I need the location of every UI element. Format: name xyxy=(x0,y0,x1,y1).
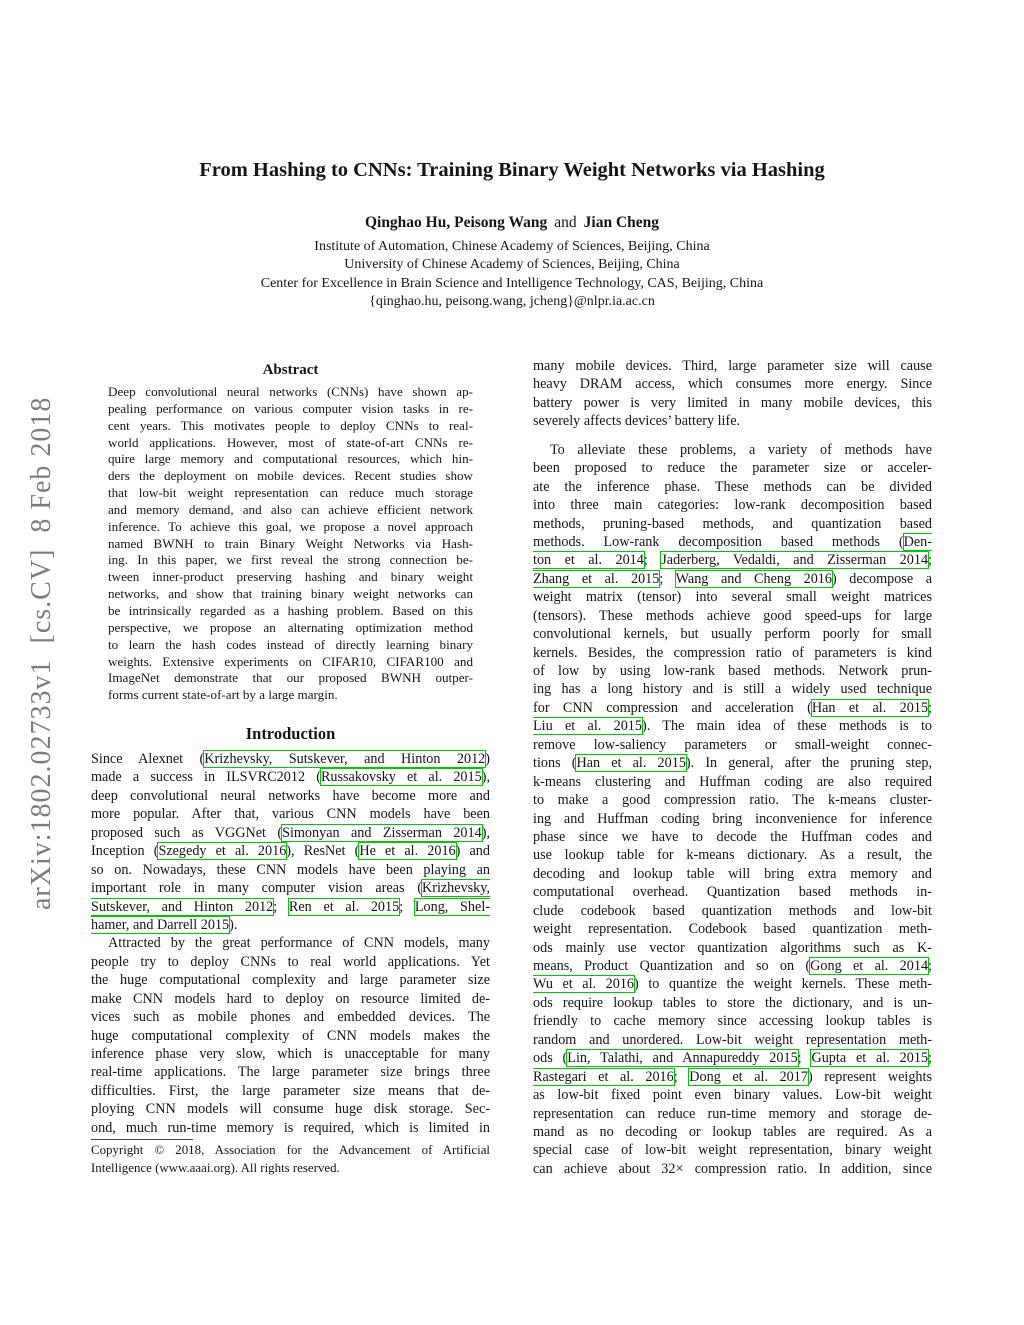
text-line: made a success in ILSVRC2012 (Russakovsky et al. 2015), xyxy=(91,769,490,786)
text-line: ing. In this paper, we first reveal the strong connection be- xyxy=(108,552,473,568)
text-line: use lookup table for k-means dictionary. As a result, the xyxy=(533,847,932,864)
citation-link[interactable]: Wu et al. 2016 xyxy=(533,976,635,993)
footnote-rule xyxy=(91,1139,193,1140)
text-line: Zhang et al. 2015; Wang and Cheng 2016) decompose a xyxy=(533,570,932,587)
citation-link[interactable]: ton et al. 2014 xyxy=(533,552,644,569)
text-line: Attracted by the great performance of CNN models, many xyxy=(108,935,490,952)
text-line: mand as no decoding or lookup tables are required. As a xyxy=(533,1123,932,1140)
text-line: battery power is very limited in many mobile devices, this xyxy=(533,394,932,411)
citation-link[interactable]: Krizhevsky, Sutskever, and Hinton 2012 xyxy=(204,751,486,768)
citation-link[interactable]: Russakovsky et al. 2015 xyxy=(320,769,482,786)
text-line: make CNN models hard to deploy on resource limited de- xyxy=(91,990,490,1007)
text-line: real-time applications. The large parameter size brings three xyxy=(91,1064,490,1081)
text-line: To alleviate these problems, a variety of methods have xyxy=(550,441,932,458)
citation-link[interactable]: Wang and Cheng 2016 xyxy=(675,570,832,587)
arxiv-watermark: arXiv:1802.02733v1 [cs.CV] 8 Feb 2018 xyxy=(26,396,57,910)
text-line: clude codebook based quantization methods and low-bit xyxy=(533,902,932,919)
text-line: kernels. Besides, the compression ratio of parameters is kind xyxy=(533,644,932,661)
text-line: Liu et al. 2015). The main idea of these methods is to xyxy=(533,718,932,735)
text-line: phase since we have to decode the Huffman codes and xyxy=(533,828,932,845)
text-line: tions (Han et al. 2015). In general, after the pruning step, xyxy=(533,755,932,772)
affiliation-line: University of Chinese Academy of Sciences, Beijing, China xyxy=(344,257,680,273)
text-line: as low-bit fixed point even binary values. Low-bit weight xyxy=(533,1087,932,1104)
text-line: be intrinsically regarded as a hashing problem. Based on this xyxy=(108,602,473,618)
right-column xyxy=(533,357,932,1178)
author-list xyxy=(0,213,1024,233)
text-line: for CNN compression and acceleration (Han et al. 2015; xyxy=(533,699,932,716)
affiliation-line: Institute of Automation, Chinese Academy of Sciences, Beijing, China xyxy=(314,239,710,254)
text-line: named BWNH to train Binary Weight Networks via Hash- xyxy=(108,535,473,551)
text-line: inference phase very slow, which is unacceptable for many xyxy=(91,1046,490,1063)
text-line: ods mainly use vector quantization algorithms such as K- xyxy=(533,939,932,956)
citation-link[interactable]: Szegedy et al. 2016 xyxy=(158,843,287,860)
author-connector: and xyxy=(554,214,577,231)
paragraph xyxy=(533,357,932,431)
text-line: people try to deploy CNNs to real world applications. Yet xyxy=(91,953,490,970)
text-line: cent years. This motivates people to deploy CNNs to real- xyxy=(108,417,473,433)
text-line: more popular. After that, various CNN models have been xyxy=(91,806,490,823)
text-line: severely affects devices’ battery life. xyxy=(533,413,741,430)
text-line: heavy DRAM access, which consumes more energy. Since xyxy=(533,376,932,393)
text-line: ImageNet demonstrate that our proposed BWNH outper- xyxy=(108,670,473,686)
citation-link[interactable]: hamer, and Darrell 2015 xyxy=(91,916,230,933)
text-line: convolutional kernels, but usually perform poorly for small xyxy=(533,626,932,643)
text-line: computational overhead. Quantization based methods in- xyxy=(533,884,932,901)
copyright-footnote xyxy=(91,1139,490,1177)
section-heading: Abstract xyxy=(262,362,319,378)
citation-link[interactable]: Liu et al. 2015 xyxy=(533,718,642,735)
text-line: weight representation. Codebook based quantization meth- xyxy=(533,921,932,938)
text-line: decoding and lookup table will bring extra memory and xyxy=(533,865,932,882)
text-line: vices such as mobile phones and embedded devices. The xyxy=(91,1009,490,1026)
citation-link[interactable]: Den- xyxy=(903,533,932,550)
paragraph xyxy=(108,384,473,704)
text-line: ploying CNN models will consume huge disk storage. Sec- xyxy=(91,1101,490,1118)
text-line: ing has a long history and is still a widely used technique xyxy=(533,681,932,698)
author-group-1: Qinghao Hu, Peisong Wang xyxy=(364,214,548,231)
text-line: of low by using low-rank based methods. Network prun- xyxy=(533,663,932,679)
text-line: the huge computational complexity and large parameter size xyxy=(91,972,490,989)
left-column xyxy=(91,357,490,1137)
section-heading: Introduction xyxy=(245,724,336,744)
text-line: random and unordered. Low-bit weight representation meth- xyxy=(533,1031,932,1048)
text-line: and memory demand, and also can achieve efficient network xyxy=(108,501,473,517)
author-emails: {qinghao.hu, peisong.wang, jcheng}@nlpr.ia.ac.cn xyxy=(369,293,655,309)
text-line: difficulties. First, the large parameter size means that de- xyxy=(91,1082,490,1099)
text-line: perspective, we propose an alternating optimization method xyxy=(108,619,473,635)
text-line: ate the inference phase. These methods can be divided xyxy=(533,478,932,495)
text-line: ing and Huffman coding bring inconvenience for inference xyxy=(533,810,932,827)
text-line: been proposed to reduce the parameter size or acceler- xyxy=(533,460,932,477)
text-line: ond, much run-time memory is required, which is limited in xyxy=(91,1119,490,1136)
text-line: networks, and show that training binary weight networks can xyxy=(108,586,473,602)
text-line: deep convolutional neural networks have become more and xyxy=(91,787,490,804)
affiliation-line: Center for Excellence in Brain Science and Intelligence Technology, CAS, Beijing, China xyxy=(260,275,764,291)
text-line: inference. To achieve this goal, we propose a novel approach xyxy=(108,518,473,534)
citation-link[interactable]: Jaderberg, Vedaldi, and Zisserman 2014 xyxy=(661,552,929,569)
text-line: Rastegari et al. 2016; Dong et al. 2017) represent weights xyxy=(533,1068,932,1085)
text-line: huge computational complexity of CNN models makes the xyxy=(91,1027,490,1044)
paragraph xyxy=(533,441,932,1179)
text-line: proposed such as VGGNet (Simonyan and Zisserman 2014), xyxy=(91,824,490,841)
text-line: k-means clustering and Huffman coding are also required xyxy=(533,773,932,790)
text-line: friendly to cache memory since accessing lookup tables is xyxy=(533,1013,932,1030)
citation-link[interactable]: He et al. 2016 xyxy=(359,843,456,860)
citation-link[interactable]: Ren et al. 2015 xyxy=(288,898,400,915)
text-line: forms current state-of-art by a large margin. xyxy=(108,687,338,703)
citation-link[interactable]: Sutskever, and Hinton 2012 xyxy=(91,898,274,915)
text-line: Inception (Szegedy et al. 2016), ResNet (He et al. 2016) and xyxy=(91,843,490,860)
text-line: pealing performance on various computer vision tasks in re- xyxy=(108,400,473,416)
citation-link[interactable]: Long, Shel- xyxy=(414,898,490,915)
text-line: Since Alexnet (Krizhevsky, Sutskever, and Hinton 2012) xyxy=(91,751,490,768)
text-line: methods. Low-rank decomposition based methods (Den- xyxy=(533,533,932,550)
text-line: quire large memory and computational resources, which hin- xyxy=(108,451,473,467)
text-line: ods require lookup tables to store the dictionary, and is un- xyxy=(533,994,932,1011)
citation-link[interactable]: Dong et al. 2017 xyxy=(689,1068,808,1085)
text-line: remove low-saliency parameters or small-weight connec- xyxy=(533,736,932,753)
text-line: methods, pruning-based methods, and quantization based xyxy=(533,515,932,532)
citation-link[interactable]: Han et al. 2015 xyxy=(576,755,686,772)
citation-link[interactable]: Lin, Talathi, and Annapureddy 2015 xyxy=(567,1050,798,1067)
text-line: (tensors). These methods achieve good speed-ups for large xyxy=(533,607,932,624)
footnote-line: Intelligence (www.aaai.org). All rights reserved. xyxy=(91,1160,340,1175)
paragraph xyxy=(91,934,490,1137)
text-line: so on. Nowadays, these CNN models have been playing an xyxy=(91,861,490,878)
text-line: Sutskever, and Hinton 2012; Ren et al. 2015; Long, Shel- xyxy=(91,898,490,915)
footnote-line: Copyright © 2018, Association for the Advancement of Artificial xyxy=(91,1143,490,1157)
text-line: ods (Lin, Talathi, and Annapureddy 2015; Gupta et al. 2015; xyxy=(533,1050,932,1067)
citation-link[interactable]: Rastegari et al. 2016 xyxy=(533,1068,674,1085)
affiliation-block xyxy=(0,238,1024,311)
text-line: can achieve about 32× compression ratio. In addition, since xyxy=(533,1160,932,1177)
paragraph xyxy=(91,750,490,934)
text-line: means, Product Quantization and so on (Gong et al. 2014; xyxy=(533,958,932,974)
citation-link[interactable]: Han et al. 2015 xyxy=(811,699,929,716)
text-line: to make a good compression ratio. The k-means cluster- xyxy=(533,792,932,809)
text-line: Deep convolutional neural networks (CNNs) have shown ap- xyxy=(108,384,473,399)
text-line: into three main categories: low-rank decomposition based xyxy=(533,497,932,514)
text-line: ders the deployment on mobile devices. Recent studies show xyxy=(108,468,473,484)
citation-link[interactable]: Simonyan and Zisserman 2014 xyxy=(282,824,482,841)
text-line: weights. Extensive experiments on CIFAR10, CIFAR100 and xyxy=(108,653,473,669)
text-line: many mobile devices. Third, large parameter size will cause xyxy=(533,358,932,374)
citation-link[interactable]: Gupta et al. 2015 xyxy=(811,1050,929,1067)
text-line: special case of low-bit weight representation, binary weight xyxy=(533,1142,932,1159)
author-group-2: Jian Cheng xyxy=(583,214,660,231)
paper-title: From Hashing to CNNs: Training Binary Weight Networks via Hashing xyxy=(199,159,825,181)
text-line: weight matrix (tensor) into several small weight matrices xyxy=(533,589,932,606)
citation-link[interactable]: Krizhevsky, xyxy=(421,880,490,897)
citation-link[interactable]: Zhang et al. 2015 xyxy=(533,570,660,587)
text-line: world applications. However, most of state-of-art CNNs re- xyxy=(108,434,473,450)
text-line: tween inner-product preserving hashing and binary weight xyxy=(108,569,473,585)
text-line: to learn the hash codes instead of directly learning binary xyxy=(108,636,473,652)
text-line: that low-bit weight representation can reduce much storage xyxy=(108,485,473,501)
text-line: hamer, and Darrell 2015). xyxy=(91,916,238,933)
citation-link[interactable]: Gong et al. 2014 xyxy=(810,958,929,974)
text-line: important role in many computer vision areas (Krizhevsky, xyxy=(91,880,490,897)
text-line: Wu et al. 2016) to quantize the weight kernels. These meth- xyxy=(533,976,932,993)
text-line: ton et al. 2014; Jaderberg, Vedaldi, and Zisserman 2014; xyxy=(533,552,932,569)
text-line: representation can reduce run-time memory and storage de- xyxy=(533,1105,932,1122)
